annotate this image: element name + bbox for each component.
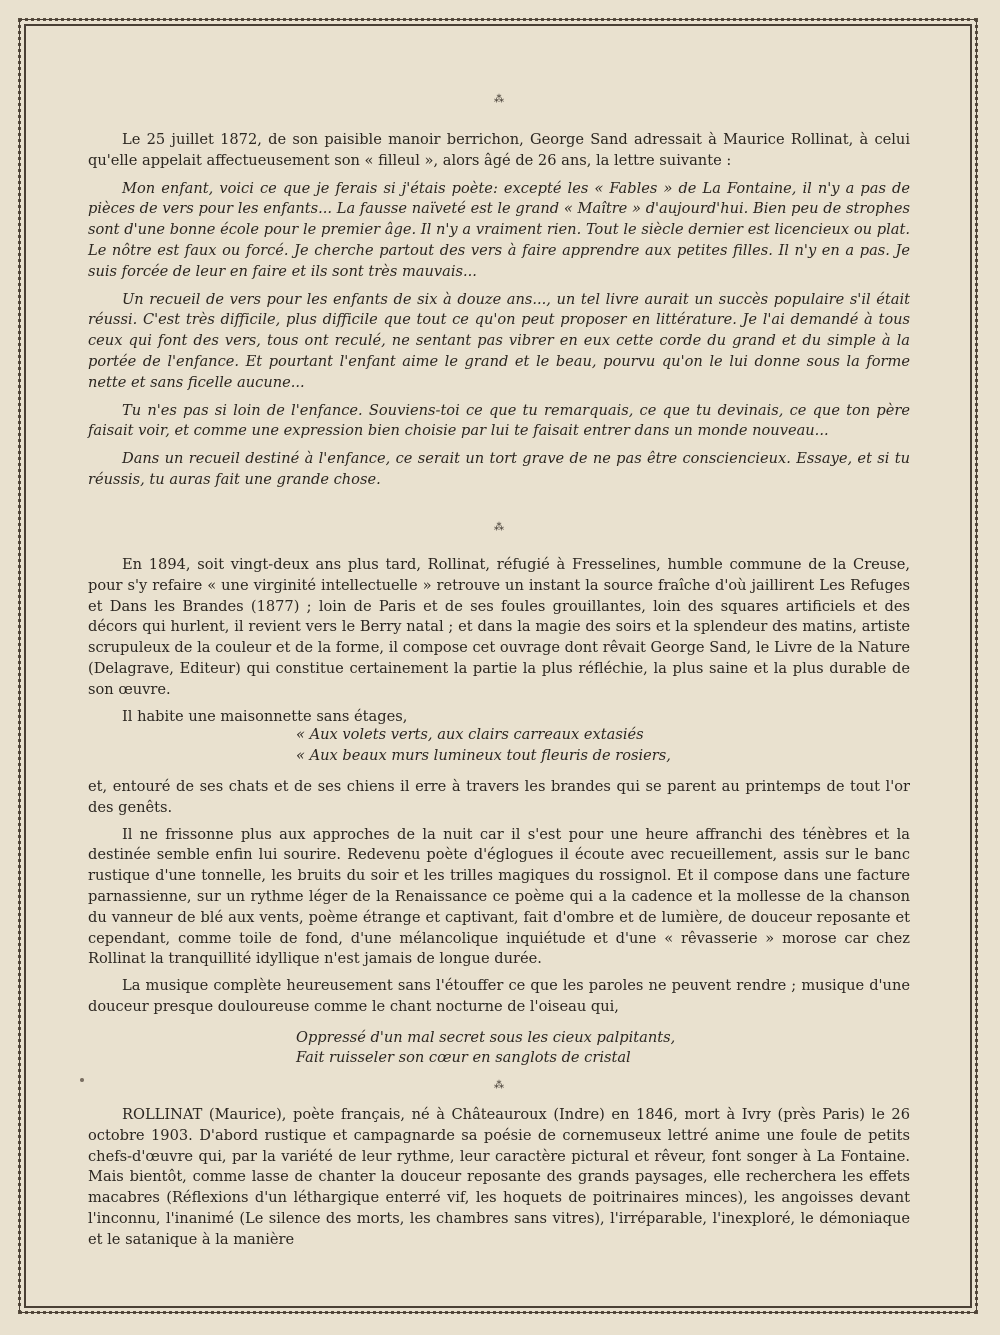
letter-paragraph-3: Tu n'es pas si loin de l'enfance. Souviens-toi ce que tu remarquais, ce que tu devinais, ce que ton père faisait voir, et comme une expression bien choisie par lui te faisait entrer dans un monde nouveau... xyxy=(88,401,910,440)
section-2-part-1 xyxy=(88,555,910,727)
section-separator-1: ⁂ xyxy=(494,94,504,105)
section-2-part-2 xyxy=(88,777,910,1018)
stray-ink-mark xyxy=(80,1078,84,1082)
verse-line-4: Fait ruisseler son cœur en sanglots de cristal xyxy=(296,1049,631,1066)
section-separator-2: ⁂ xyxy=(494,522,504,533)
letter-paragraph-2: Un recueil de vers pour les enfants de six à douze ans..., un tel livre aurait un succès populaire s'il était réussi. C'est très difficile, plus difficile que tout ce qu'on peut proposer en littérature. Je l'ai demandé à tous ceux qui font des vers, tous ont reculé, ne sentant pas vibrer en eux cette corde du grand et du simple à la portée de l'enfance. Et pourtant l'enfant aime le grand et le beau, pourvu qu'on le lui donne sous la forme nette et sans ficelle aucune... xyxy=(88,290,910,391)
letter-paragraph-1: Mon enfant, voici ce que je ferais si j'étais poète: excepté les « Fables » de La Fontaine, il n'y a pas de pièces de vers pour les enfants... La fausse naïveté est le grand « Maître » d'aujourd'hui. Bien peu de strophes sont d'une bonne école pour le premier âge. Il n'y a vraiment rien. Tout le siècle dernier est licencieux ou plat. Le nôtre est faux ou forcé. Je cherche partout des vers à faire apprendre aux petites filles. Il n'y en a pas. Je suis forcée de leur en faire et ils sont très mauvais... xyxy=(88,179,910,280)
section-3 xyxy=(88,1105,910,1251)
verse-line-1: « Aux volets verts, aux clairs carreaux extasiés xyxy=(296,726,644,743)
biography-paragraph: ROLLINAT (Maurice), poète français, né à Châteauroux (Indre) en 1846, mort à Ivry (près Paris) le 26 octobre 1903. D'abord rustique et campagnarde sa poésie de cornemuseux lettré anime une foule de petits chefs-d'œuvre qui, par la variété de leur rythme, leur caractère pictural et rêveur, font songer à La Fontaine. Mais bientôt, comme lasse de chanter la douceur reposante des grands paysages, elle recherchera les effets macabres (Réflexions d'un léthargique enterré vif, les hoquets de poitrinaires minces), les angoisses devant l'inconnu, l'inanimé (Le silence des morts, les chambres sans vitres), l'irréparable, l'inexploré, le démoniaque et le satanique à la manière xyxy=(88,1106,910,1248)
verse-line-2: « Aux beaux murs lumineux tout fleuris de rosiers, xyxy=(296,747,671,764)
section-2-paragraph-5: La musique complète heureusement sans l'étouffer ce que les paroles ne peuvent rendre ; musique d'une douceur presque douloureuse comme le chant nocturne de l'oiseau qui, xyxy=(88,977,910,1015)
section-2-paragraph-4: Il ne frissonne plus aux approches de la nuit car il s'est pour une heure affranchi des ténèbres et la destinée semble enfin lui sourire. Redevenu poète d'églogues il écoute avec recueillement, assis sur le banc rustique d'une tonnelle, les bruits du soir et les trilles magiques du rossignol. Et il compose dans une facture parnassienne, sur un rythme léger de la Renaissance ce poème qui a la cadence et la mollesse de la chanson du vanneur de blé aux vents, poème étrange et captivant, fait d'ombre et de lumière, de douceur reposante et cependant, comme toile de fond, d'une mélancolique inquiétude et d'une « rêvasserie » morose car chez Rollinat la tranquillité idyllique n'est jamais de longue durée. xyxy=(88,825,910,968)
letter-paragraph-4: Dans un recueil destiné à l'enfance, ce serait un tort grave de ne pas être consciencieux. Essaye, et si tu réussis, tu auras fait une grande chose. xyxy=(88,450,910,488)
section-1 xyxy=(88,130,910,491)
section-separator-3: ⁂ xyxy=(494,1080,504,1091)
verse-line-3: Oppressé d'un mal secret sous les cieux palpitants, xyxy=(296,1029,676,1046)
section-2-paragraph-1: En 1894, soit vingt-deux ans plus tard, Rollinat, réfugié à Fresselines, humble commune de la Creuse, pour s'y refaire « une virginité intellectuelle » retrouve un instant la source fraîche d'où jaillirent Les Refuges et Dans les Brandes (1877) ; loin de Paris et de ses foules grouillantes, loin des squares artificiels et des décors qui hurlent, il revient vers le Berry natal ; et dans la magie des soirs et la splendeur des matins, artiste scrupuleux de la couleur et de la forme, il compose cet ouvrage dont rêvait George Sand, le Livre de la Nature (Delagrave, Editeur) qui constitue certainement la partie la plus réfléchie, la plus saine et la plus durable de son œuvre. xyxy=(88,556,910,698)
intro-paragraph: Le 25 juillet 1872, de son paisible manoir berrichon, George Sand adressait à Maurice Rollinat, à celui qu'elle appelait affectueusement son « filleul », alors âgé de 26 ans, la lettre suivante : xyxy=(88,131,910,169)
section-2-paragraph-2: Il habite une maisonnette sans étages, xyxy=(122,707,408,725)
section-2-paragraph-3: et, entouré de ses chats et de ses chiens il erre à travers les brandes qui se parent au printemps de tout l'or des genêts. xyxy=(88,778,910,816)
